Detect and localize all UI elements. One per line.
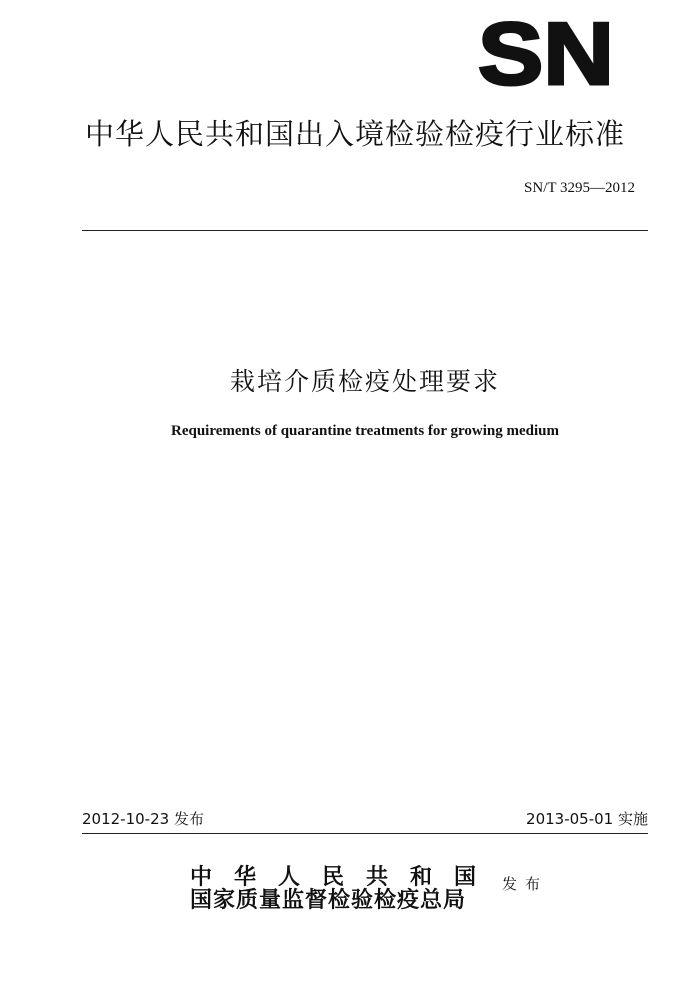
- issuer-agency: 国家质量监督检验检疫总局: [190, 887, 467, 913]
- issue-date: 2012-10-23 发布: [82, 810, 204, 828]
- document-title-en: Requirements of quarantine treatments for growing medium: [170, 423, 560, 439]
- top-divider: [82, 230, 648, 231]
- sn-logo: [476, 16, 616, 92]
- standard-code: SN/T 3295—2012: [524, 180, 635, 196]
- issuer-suffix: 发布: [502, 875, 549, 893]
- document-title-cn: 栽培介质检疫处理要求: [229, 367, 500, 396]
- standard-category-title: 中华人民共和国出入境检验检疫行业标准: [85, 117, 626, 151]
- issuer-country: 中华人民共和国: [190, 864, 499, 890]
- implementation-date: 2013-05-01 实施: [526, 810, 648, 828]
- bottom-divider: [82, 833, 648, 834]
- sn-logo-text: SN: [478, 16, 614, 92]
- sn-logo-icon: [476, 16, 616, 92]
